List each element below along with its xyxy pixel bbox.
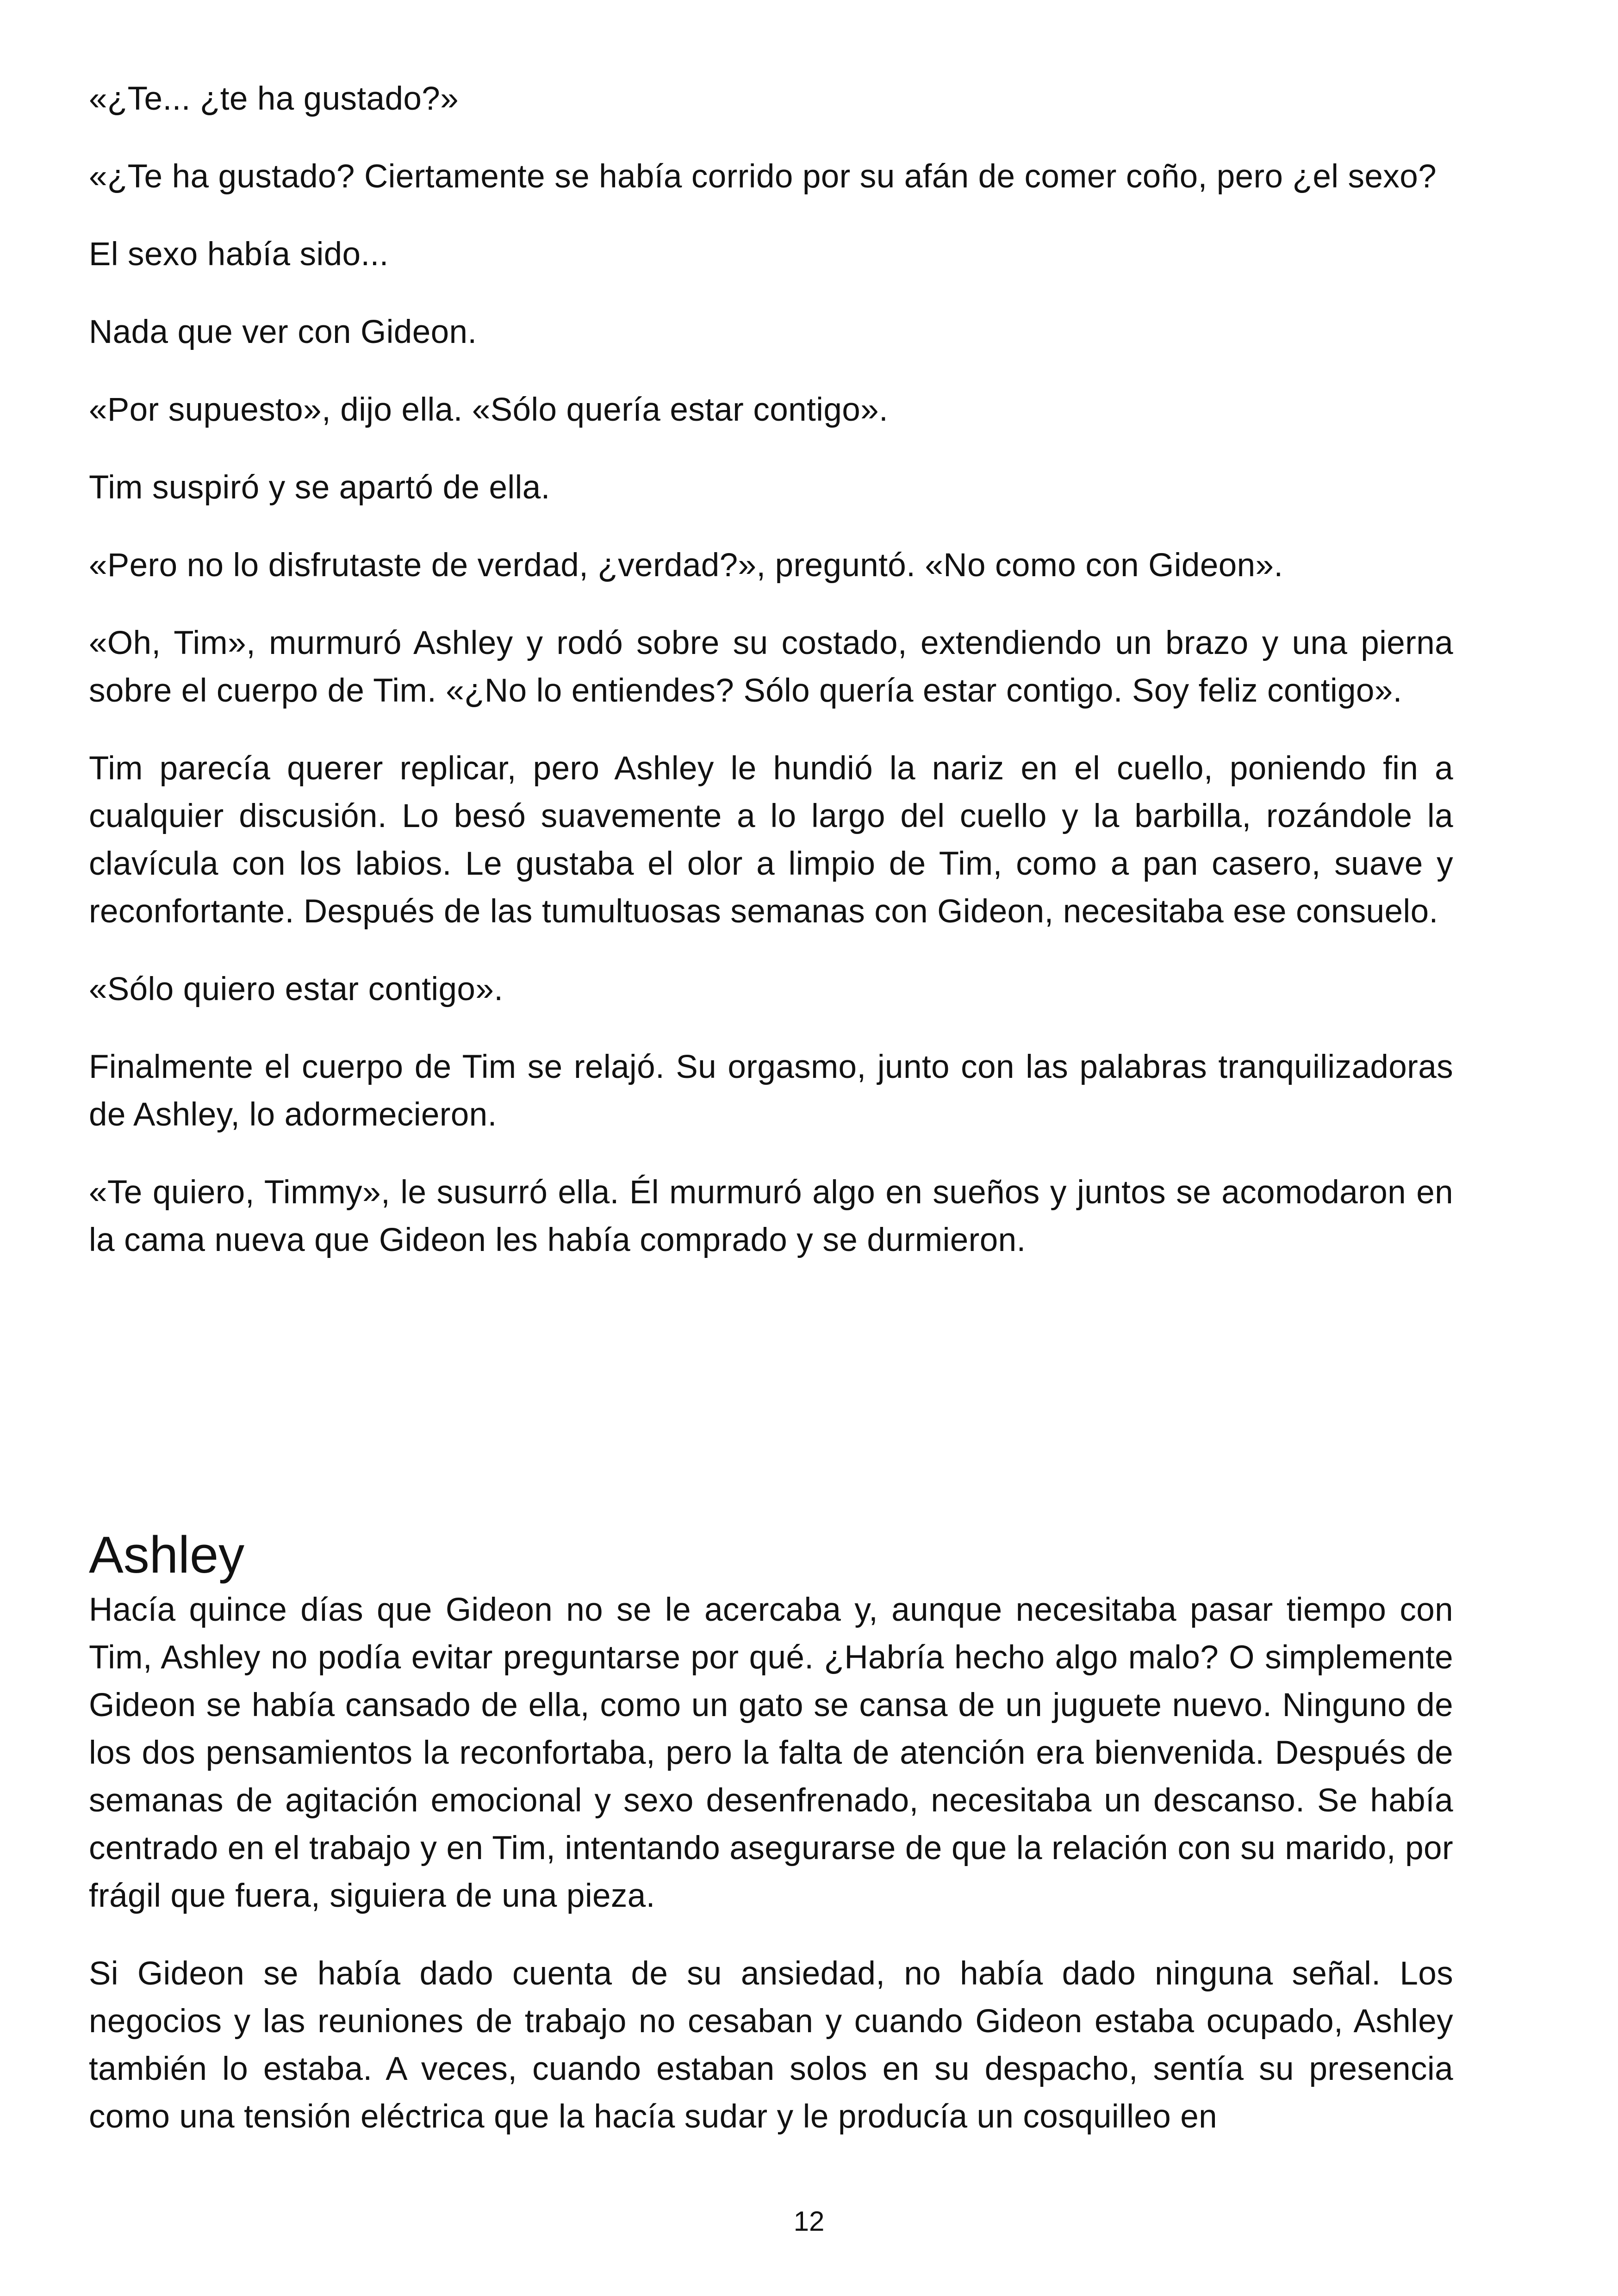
paragraph: «Oh, Tim», murmuró Ashley y rodó sobre su costado, extendiendo un brazo y una pierna sobre el cuerpo de Tim. «¿No lo entiendes? Sólo quería estar contigo. Soy feliz contigo». (89, 625, 1453, 709)
paragraph: Nada que ver con Gideon. (89, 314, 477, 350)
paragraph: «Te quiero, Timmy», le susurró ella. Él murmuró algo en sueños y juntos se acomodaron en la cama nueva que Gideon les había comprado y se durmieron. (89, 1174, 1453, 1258)
paragraph: Tim parecía querer replicar, pero Ashley le hundió la nariz en el cuello, poniendo fin a cualquier discusión. Lo besó suavemente a lo largo del cuello y la barbilla, rozándole la clavícula con los labios. Le gustaba el olor a limpio de Tim, como a pan casero, suave y reconfortante. Después de las tumultuosas semanas con Gideon, necesitaba ese consuelo. (89, 750, 1453, 930)
section-body (89, 1586, 1453, 2140)
paragraph: «¿Te ha gustado? Ciertamente se había corrido por su afán de comer coño, pero ¿el sexo? (89, 158, 1437, 195)
paragraph: «Sólo quiero estar contigo». (89, 971, 504, 1008)
paragraph: «Por supuesto», dijo ella. «Sólo quería estar contigo». (89, 392, 889, 428)
paragraph: «Pero no lo disfrutaste de verdad, ¿verdad?», preguntó. «No como con Gideon». (89, 547, 1283, 584)
body-text (89, 75, 1453, 1264)
paragraph: Tim suspiró y se apartó de ella. (89, 469, 550, 506)
section-heading: Ashley (89, 1526, 245, 1584)
paragraph: Hacía quince días que Gideon no se le acercaba y, aunque necesitaba pasar tiempo con Tim, Ashley no podía evitar preguntarse por qué. ¿Habría hecho algo malo? O simplemente Gideon se había cansado de ella, como un gato se cansa de un juguete nuevo. Ninguno de los dos pensamientos la reconfortaba, pero la falta de atención era bienvenida. Después de semanas de agitación emocional y sexo desenfrenado, necesitaba un descanso. Se había centrado en el trabajo y en Tim, intentando asegurarse de que la relación con su marido, por frágil que fuera, siguiera de una pieza. (89, 1592, 1453, 1914)
page-number: 12 (793, 2206, 825, 2237)
paragraph: El sexo había sido... (89, 236, 389, 273)
paragraph: «¿Te... ¿te ha gustado?» (89, 81, 459, 117)
paragraph: Finalmente el cuerpo de Tim se relajó. Su orgasmo, junto con las palabras tranquilizadoras de Ashley, lo adormecieron. (89, 1049, 1453, 1133)
paragraph: Si Gideon se había dado cuenta de su ansiedad, no había dado ninguna señal. Los negocios y las reuniones de trabajo no cesaban y cuando Gideon estaba ocupado, Ashley también lo estaba. A veces, cuando estaban solos en su despacho, sentía su presencia como una tensión eléctrica que la hacía sudar y le producía un cosquilleo en (89, 1955, 1453, 2135)
